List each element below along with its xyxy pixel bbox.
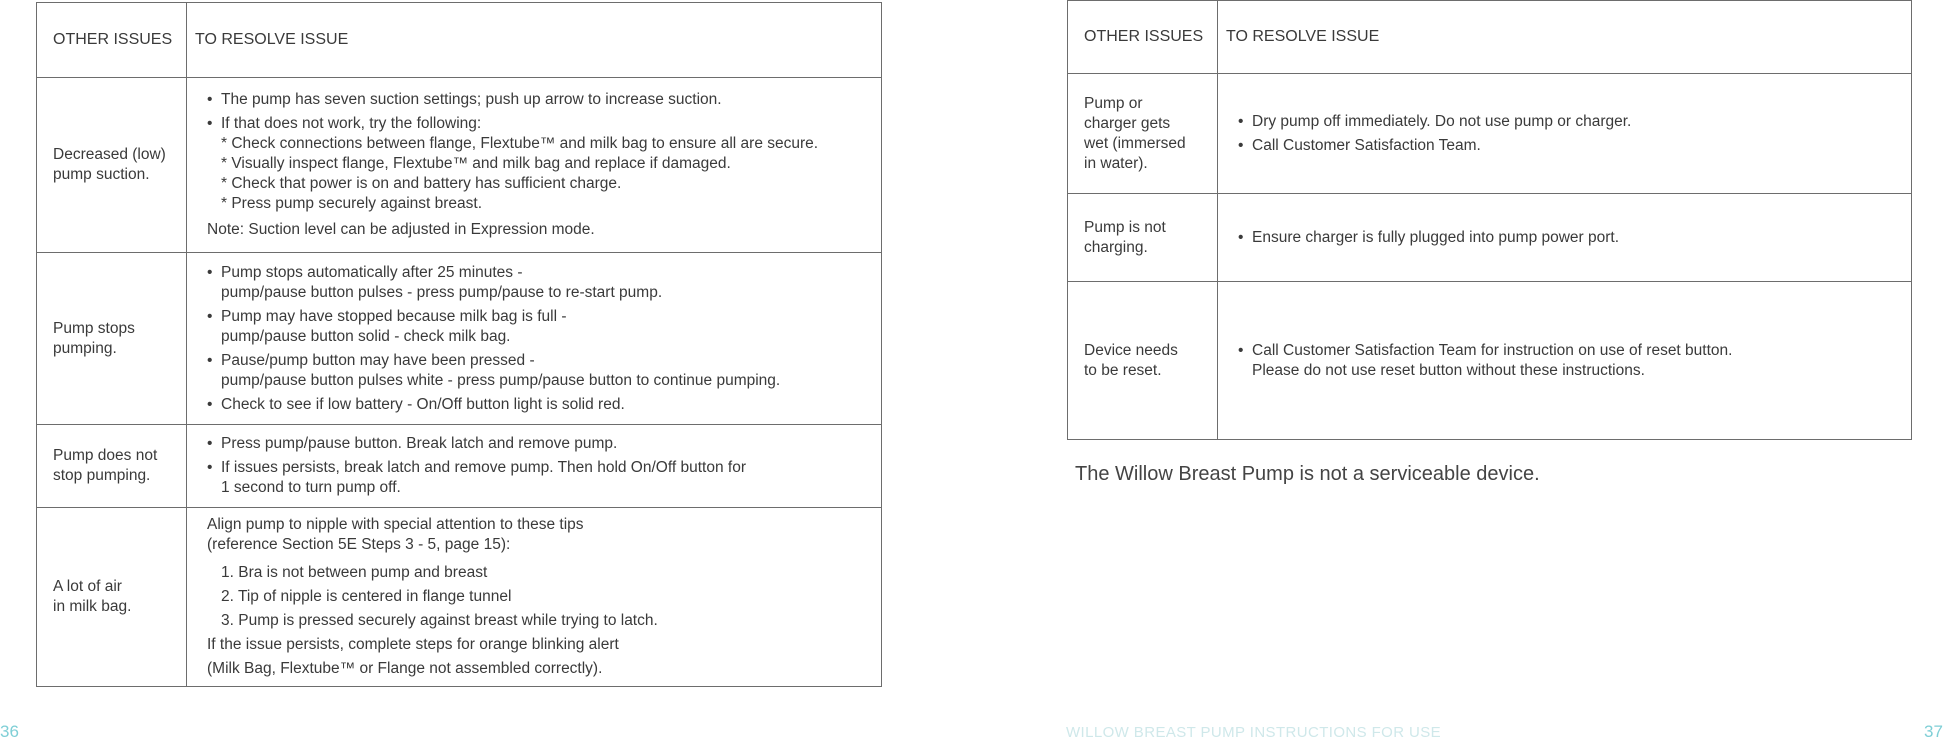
- table-row: [37, 425, 882, 508]
- list-item: • Press pump/pause button. Break latch and remove pump.: [207, 434, 869, 454]
- issue-cell: Device needs to be reset.: [1068, 282, 1218, 440]
- list-item: • If that does not work, try the following:: [207, 114, 869, 134]
- troubleshooting-table-left: [36, 2, 882, 687]
- list-item: • The pump has seven suction settings; push up arrow to increase suction.: [207, 90, 869, 110]
- list-item: 3. Pump is pressed securely against breast while trying to latch.: [221, 612, 658, 629]
- resolve-cell: [1218, 194, 1912, 282]
- list-item: • Dry pump off immediately. Do not use pump or charger.: [1238, 112, 1899, 132]
- note-text: Note: Suction level can be adjusted in Expression mode.: [207, 221, 595, 238]
- list-item: • Pump stops automatically after 25 minutes - pump/pause button pulses - press pump/pause to re-start pump.: [207, 263, 869, 303]
- resolve-cell: [1218, 282, 1912, 440]
- list-item: • Check to see if low battery - On/Off button light is solid red.: [207, 395, 869, 415]
- list-item: 2. Tip of nipple is centered in flange tunnel: [221, 588, 512, 605]
- page-number-right: 37: [1924, 722, 1943, 741]
- table-row: [1068, 194, 1912, 282]
- header-to-resolve-issue: TO RESOLVE ISSUE: [1218, 1, 1912, 74]
- list-item: • Call Customer Satisfaction Team for instruction on use of reset button. Please do not use reset button without these instructions.: [1238, 341, 1899, 381]
- table-row: [1068, 74, 1912, 194]
- sub-step: * Check connections between flange, Flextube™ and milk bag to ensure all are secure.: [221, 135, 819, 152]
- list-item: • Call Customer Satisfaction Team.: [1238, 136, 1899, 156]
- header-other-issues: OTHER ISSUES: [37, 3, 187, 78]
- sub-step: * Visually inspect flange, Flextube™ and milk bag and replace if damaged.: [221, 155, 731, 172]
- intro-text: Align pump to nipple with special attention to these tips (reference Section 5E Steps 3 - 5, page 15):: [207, 516, 584, 553]
- resolve-cell: [1218, 74, 1912, 194]
- issue-cell: Pump is not charging.: [1068, 194, 1218, 282]
- list-item: • If issues persists, break latch and remove pump. Then hold On/Off button for 1 second to turn pump off.: [207, 458, 869, 498]
- resolve-cell: [187, 425, 882, 508]
- list-item: 1. Bra is not between pump and breast: [221, 564, 488, 581]
- resolve-cell: [187, 78, 882, 253]
- table-header-row: [1068, 1, 1912, 74]
- sub-step: * Check that power is on and battery has sufficient charge.: [221, 175, 622, 192]
- list-item: • Pump may have stopped because milk bag is full - pump/pause button solid - check milk bag.: [207, 307, 869, 347]
- list-item: • Pause/pump button may have been pressed - pump/pause button pulses white - press pump/pause button to continue pumping.: [207, 351, 869, 391]
- table-header-row: [37, 3, 882, 78]
- header-to-resolve-issue: TO RESOLVE ISSUE: [187, 3, 882, 78]
- resolve-cell: [187, 253, 882, 425]
- table-row: [1068, 282, 1912, 440]
- numbered-list: [207, 563, 869, 631]
- issue-cell: Pump or charger gets wet (immersed in water).: [1068, 74, 1218, 194]
- outro-text: (Milk Bag, Flextube™ or Flange not assembled correctly).: [207, 660, 603, 677]
- table-row: [37, 78, 882, 253]
- service-footnote: The Willow Breast Pump is not a serviceable device.: [1075, 463, 1540, 485]
- issue-cell: Decreased (low) pump suction.: [37, 78, 187, 253]
- outro-text: If the issue persists, complete steps for orange blinking alert: [207, 636, 619, 653]
- issue-cell: A lot of air in milk bag.: [37, 508, 187, 687]
- header-other-issues: OTHER ISSUES: [1068, 1, 1218, 74]
- troubleshooting-table-right: [1067, 0, 1912, 440]
- resolve-cell: [187, 508, 882, 687]
- table-row: [37, 508, 882, 687]
- table-row: [37, 253, 882, 425]
- page-number-left: 36: [0, 722, 19, 741]
- issue-cell: Pump does not stop pumping.: [37, 425, 187, 508]
- running-footer-title: WILLOW BREAST PUMP INSTRUCTIONS FOR USE: [1066, 724, 1442, 741]
- list-item: • Ensure charger is fully plugged into pump power port.: [1238, 228, 1899, 248]
- issue-cell: Pump stops pumping.: [37, 253, 187, 425]
- sub-step: * Press pump securely against breast.: [221, 195, 483, 212]
